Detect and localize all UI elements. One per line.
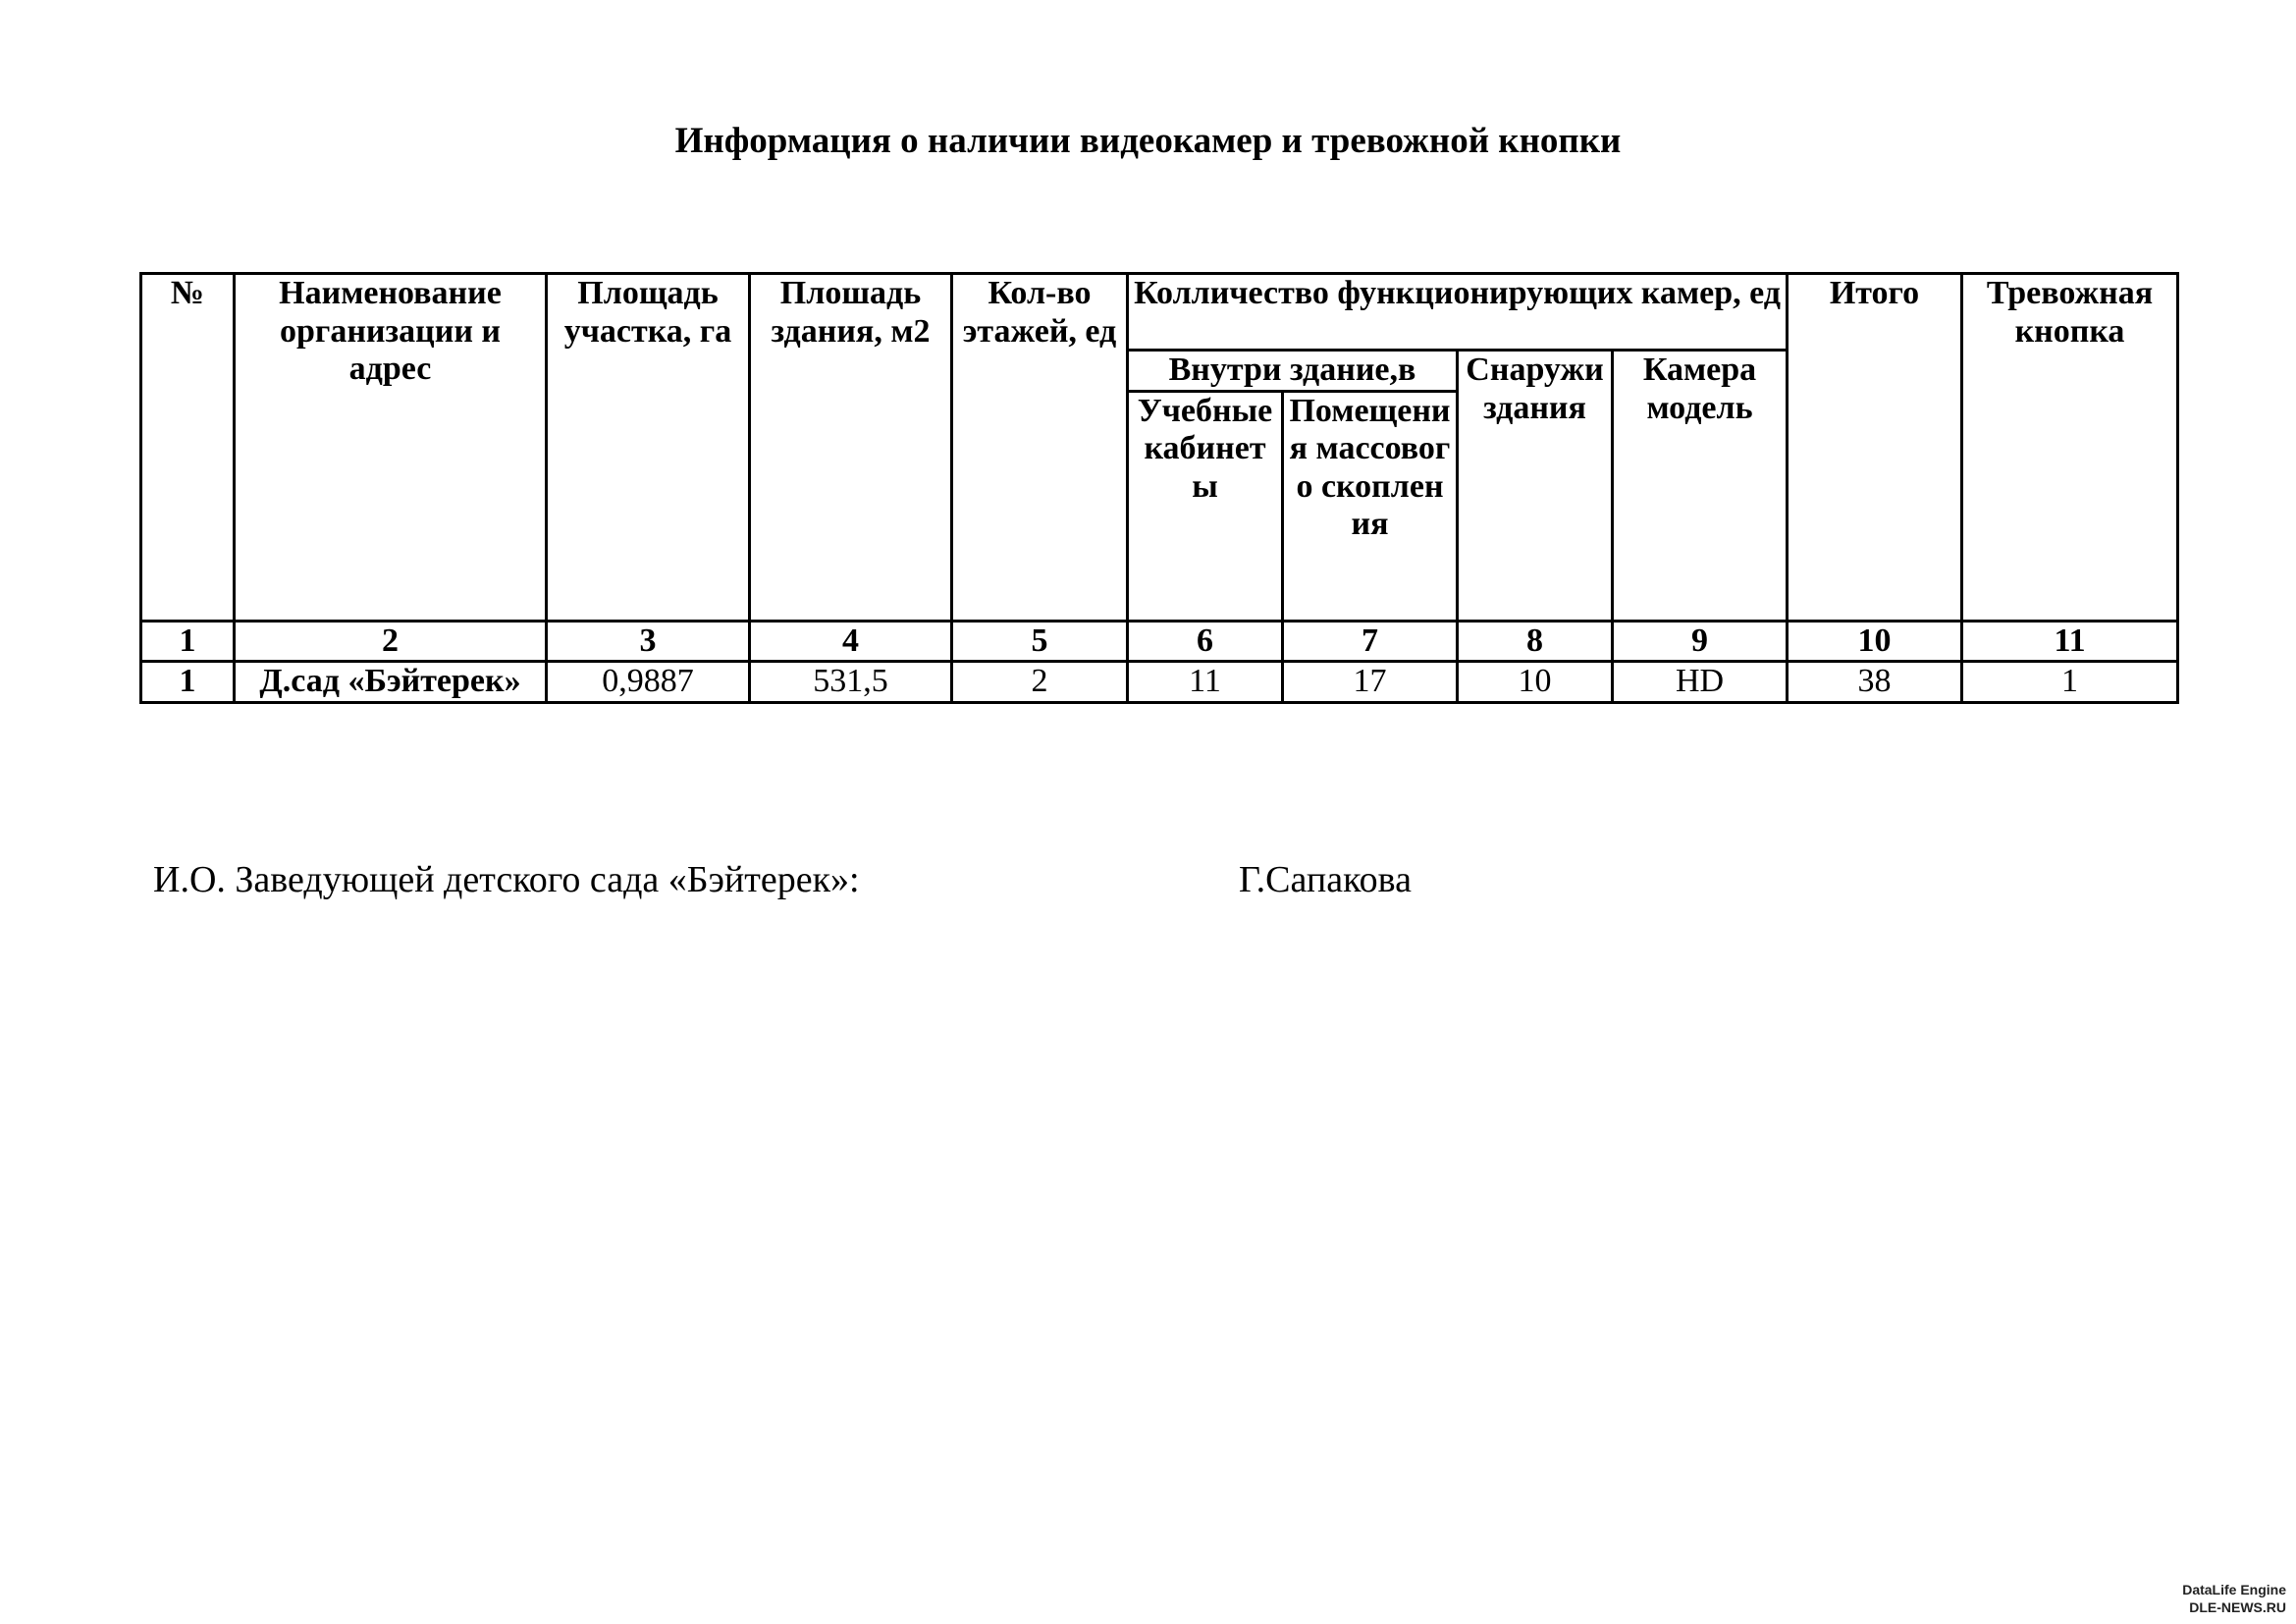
cell-crowded-rooms: 17 (1283, 662, 1458, 703)
header-total: Итого (1788, 274, 1962, 622)
watermark-line: DataLife Engine (2182, 1582, 2286, 1597)
signature-role: И.О. Заведующей детского сада «Бэйтерек»: (153, 859, 860, 900)
watermark-line: DLE-NEWS.RU (2189, 1599, 2286, 1615)
cell-alarm-button: 1 (1962, 662, 2178, 703)
cell-number: 1 (141, 662, 235, 703)
column-number: 10 (1788, 621, 1962, 662)
column-number: 2 (235, 621, 547, 662)
header-classrooms: Учебные кабинеты (1128, 391, 1283, 621)
column-number-row (141, 621, 2178, 662)
header-crowded-rooms: Помещения массового скопления (1283, 391, 1458, 621)
cell-organization: Д.сад «Бэйтерек» (235, 662, 547, 703)
header-camera-model: Камера модель (1613, 351, 1788, 622)
header-organization: Наименование организации и адрес (235, 274, 547, 622)
cell-outside: 10 (1458, 662, 1613, 703)
column-number: 9 (1613, 621, 1788, 662)
cell-building-area: 531,5 (750, 662, 952, 703)
cell-plot-area: 0,9887 (547, 662, 750, 703)
cell-total: 38 (1788, 662, 1962, 703)
column-number: 3 (547, 621, 750, 662)
column-number: 1 (141, 621, 235, 662)
cell-classrooms: 11 (1128, 662, 1283, 703)
header-alarm-button: Тревожная кнопка (1962, 274, 2178, 622)
cell-camera-model: HD (1613, 662, 1788, 703)
column-number: 6 (1128, 621, 1283, 662)
column-number: 5 (952, 621, 1128, 662)
document-title: Информация о наличии видеокамер и тревожной кнопки (674, 121, 1622, 161)
signature-name: Г.Сапакова (1239, 859, 1412, 900)
header-floors: Кол-во этажей, ед (952, 274, 1128, 622)
cell-floors: 2 (952, 662, 1128, 703)
column-number: 4 (750, 621, 952, 662)
header-plot-area: Площадь участка, га (547, 274, 750, 622)
column-number: 8 (1458, 621, 1613, 662)
column-number: 11 (1962, 621, 2178, 662)
table-row (141, 662, 2178, 703)
header-building-area: Плошадь здания, м2 (750, 274, 952, 622)
header-inside-group: Внутри здание,в (1128, 351, 1458, 392)
watermark (2182, 1581, 2286, 1616)
camera-info-table (139, 272, 2179, 704)
column-number: 7 (1283, 621, 1458, 662)
header-outside: Снаружи здания (1458, 351, 1613, 622)
header-cameras-group: Колличество функционирующих камер, ед (1128, 274, 1788, 351)
header-number: № (141, 274, 235, 622)
